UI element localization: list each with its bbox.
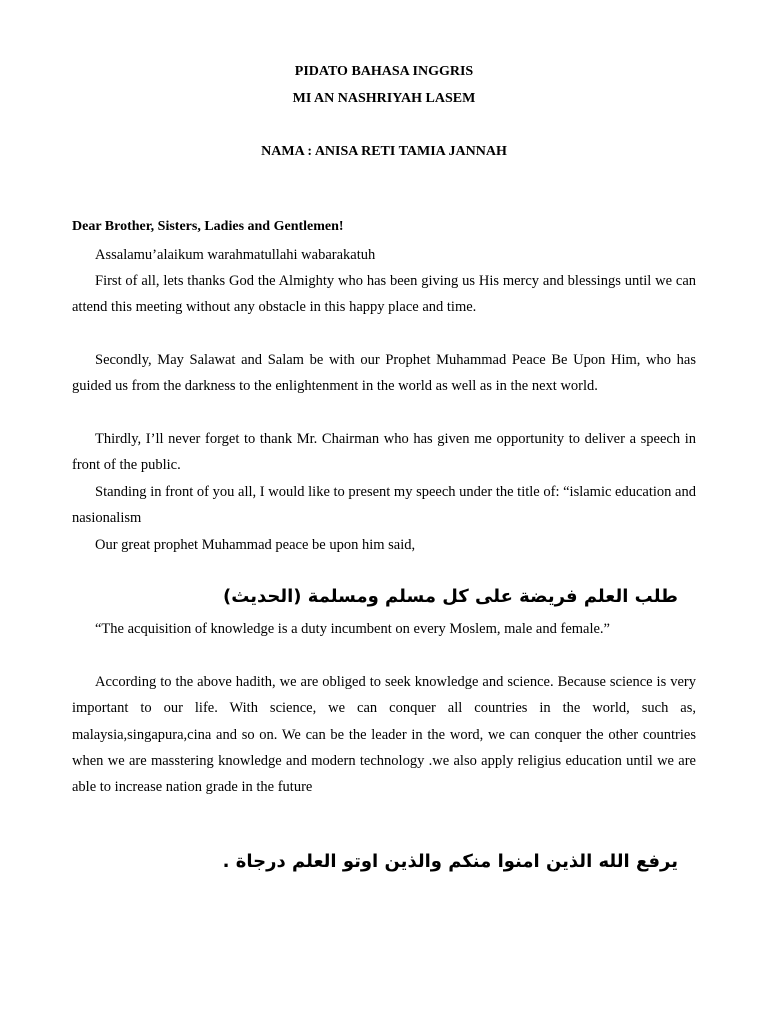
- greeting: Assalamu’alaikum warahmatullahi wabarakatuh: [95, 247, 376, 263]
- author-name: NAMA : ANISA RETI TAMIA JANNAH: [261, 144, 507, 159]
- paragraph-first: First of all, lets thanks God the Almighty who has been giving us His mercy and blessings until we can attend this meeting without any obstacle in this happy place and time.: [72, 273, 696, 316]
- paragraph-translation: “The acquisition of knowledge is a duty incumbent on every Moslem, male and female.”: [95, 621, 610, 637]
- paragraph-third: Thirdly, I’ll never forget to thank Mr. Chairman who has given me opportunity to deliver a speech in front of the public.: [72, 431, 696, 474]
- paragraph-second: Secondly, May Salawat and Salam be with our Prophet Muhammad Peace Be Upon Him, who has guided us from the darkness to the enlightenment in the world as well as in the next world.: [72, 352, 696, 395]
- paragraph-prophet-said: Our great prophet Muhammad peace be upon him said,: [95, 537, 416, 553]
- paragraph-according: According to the above hadith, we are obliged to seek knowledge and science. Because science is very important to our life. With science, we can conquer all countries in the world, such as, malaysia,singapura,cina and so on. We can be the leader in the word, we can conquer the other countries when we are masstering knowledge and modern technology .we also apply religius education until we are able to increase nation grade in the future: [72, 674, 696, 796]
- document-title: PIDATO BAHASA INGGRIS: [294, 64, 474, 79]
- school-name: MI AN NASHRIYAH LASEM: [292, 91, 476, 106]
- paragraph-speech-title: Standing in front of you all, I would like to present my speech under the title of: “islamic education and nasionalism: [72, 484, 696, 527]
- arabic-verse: يرفع الله الذين امنوا منكم والذين اوتو العلم درجاة .: [222, 851, 678, 872]
- salutation: Dear Brother, Sisters, Ladies and Gentlemen!: [72, 219, 344, 234]
- arabic-hadith: طلب العلم فريضة على كل مسلم ومسلمة (الحديث): [222, 586, 678, 607]
